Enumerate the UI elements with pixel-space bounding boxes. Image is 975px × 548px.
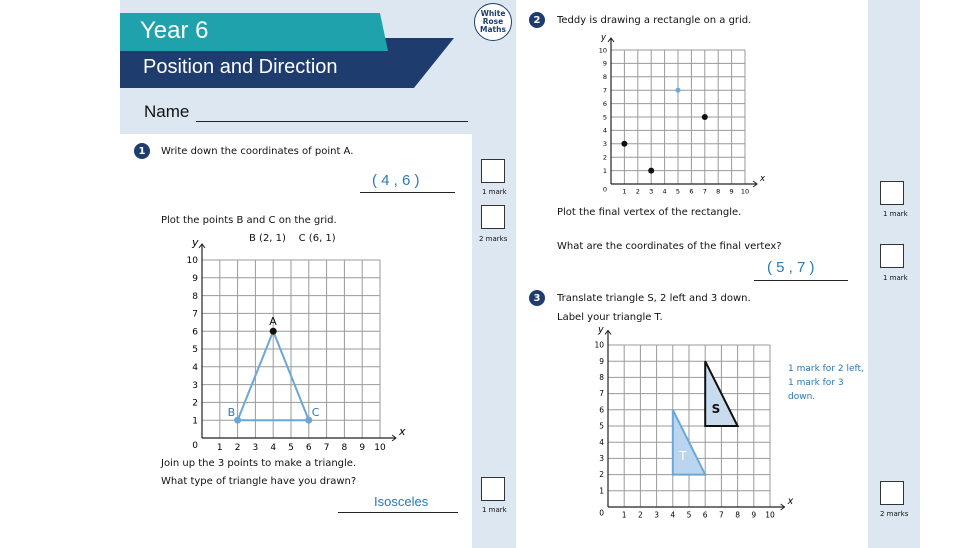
x-tick-label: 8 [735,510,740,520]
point-label-b: B [227,406,236,420]
y-tick-label: 7 [602,86,607,95]
y-tick-label: 2 [602,153,607,162]
origin-label: 0 [599,508,604,518]
question-2-number: 2 [529,12,545,28]
x-tick-label: 9 [359,443,366,453]
x-axis-label: x [760,174,766,184]
y-tick-label: 8 [192,291,198,302]
y-tick-label: 3 [192,380,198,391]
x-tick-label: 6 [689,187,694,196]
y-tick-label: 2 [192,398,198,409]
q2-coordinate-question: What are the coordinates of the final vertex? [557,241,782,252]
q1-answer: ( 4 , 6 ) [372,172,420,189]
x-tick-label: 8 [341,443,348,453]
point-label-c: C [311,406,320,420]
y-tick-label: 7 [192,309,198,320]
y-tick-label: 10 [186,256,198,267]
x-tick-label: 8 [716,187,721,196]
y-tick-label: 2 [599,470,604,480]
y-tick-label: 4 [192,362,198,373]
q2-mark-box-2 [880,244,904,268]
question-1-number: 1 [134,143,150,159]
q3-coordinate-grid [592,322,797,522]
x-tick-label: 3 [649,187,654,196]
x-tick-label: 6 [305,443,312,453]
q1-plot-mark-box [481,205,505,229]
x-tick-label: 2 [234,443,241,453]
white-rose-maths-logo: White Rose Maths [474,3,512,41]
x-tick-label: 3 [252,443,259,453]
y-tick-label: 8 [602,73,607,82]
triangle-t-label: T [679,449,687,464]
y-tick-label: 1 [602,166,607,175]
y-tick-label: 4 [599,437,604,447]
y-tick-label: 6 [599,405,604,415]
x-tick-label: 5 [686,510,692,520]
x-tick-label: 2 [635,187,640,196]
q2-plot-text: Plot the final vertex of the rectangle. [557,207,742,218]
year-title: Year 6 [140,17,209,44]
q1-join-text: Join up the 3 points to make a triangle. [161,458,357,469]
triangle-s-label: S [711,402,721,417]
y-tick-label: 3 [602,140,607,149]
x-tick-label: 5 [288,443,294,453]
q2-mark-label-1: 1 mark [883,210,908,218]
y-tick-label: 10 [598,46,607,55]
q3-mark-label: 2 marks [880,510,909,518]
y-tick-label: 1 [192,416,198,427]
q1-mark-box [481,159,505,183]
y-tick-label: 6 [602,99,607,108]
q1-coordinate-grid [180,235,406,456]
point-a [270,328,277,335]
q1-plot-text: Plot the points B and C on the grid. [161,215,337,226]
q2-answer: ( 5 , 7 ) [767,259,815,276]
q2-mark-box-1 [880,181,904,205]
y-tick-label: 7 [599,389,604,399]
x-tick-label: 1 [621,510,627,520]
x-tick-label: 1 [216,443,223,453]
q2-mark-label-2: 1 mark [883,274,908,282]
y-tick-label: 9 [602,59,607,68]
q3-label-instruction: Label your triangle T. [557,312,663,323]
y-tick-label: 4 [602,126,607,135]
y-tick-label: 8 [599,373,604,383]
q1-type-answer: Isosceles [374,494,429,509]
x-tick-label: 9 [751,510,757,520]
x-tick-label: 7 [323,443,330,453]
q1-type-mark-box [481,477,505,501]
y-tick-label: 5 [599,421,604,431]
x-tick-label: 3 [654,510,659,520]
rectangle-vertex-point [648,168,654,174]
x-tick-label: 1 [622,187,627,196]
q1-question-text: Write down the coordinates of point A. [161,146,354,157]
y-tick-label: 10 [594,340,604,350]
y-tick-label: 6 [192,327,198,338]
y-axis-label: y [601,32,607,43]
x-tick-label: 7 [719,510,724,520]
q3-marking-note: 1 mark for 2 left, 1 mark for 3 down. [788,364,864,402]
name-input-line[interactable] [196,121,468,122]
x-tick-label: 7 [702,187,707,196]
x-tick-label: 6 [702,510,708,520]
x-tick-label: 5 [675,187,681,196]
q2-coordinate-grid [592,32,766,198]
q1-plot-mark-label: 2 marks [479,235,508,243]
x-tick-label: 10 [740,187,750,196]
q2-answer-line[interactable] [754,280,848,281]
q1-type-question: What type of triangle have you drawn? [161,476,357,487]
y-tick-label: 3 [599,454,604,464]
q1-type-answer-line[interactable] [338,512,458,513]
y-tick-label: 9 [599,356,604,366]
y-axis-label: y [598,324,604,336]
q1-mark-label: 1 mark [482,188,507,196]
y-tick-label: 5 [602,113,607,122]
origin-label: 0 [192,441,198,451]
topic-title: Position and Direction [143,56,338,78]
q1-points-text: B (2, 1) C (6, 1) [249,233,336,244]
rectangle-vertex-point [621,141,627,147]
y-tick-label: 1 [599,486,604,496]
x-tick-label: 2 [638,510,643,520]
q2-question-text: Teddy is drawing a rectangle on a grid. [557,15,752,26]
question-3-number: 3 [529,290,545,306]
y-axis-label: y [192,235,199,249]
x-tick-label: 10 [765,510,775,520]
x-tick-label: 4 [662,187,667,196]
q1-answer-line[interactable] [360,192,455,193]
name-label: Name [144,102,190,121]
y-tick-label: 9 [192,273,198,284]
x-tick-label: 9 [729,187,734,196]
origin-label: 0 [602,185,607,194]
point-label-a: A [269,315,277,329]
q3-mark-box [880,481,904,505]
final-vertex-point [676,88,681,93]
q3-question-text: Translate triangle S, 2 left and 3 down. [557,293,751,304]
x-tick-label: 10 [374,443,386,453]
rectangle-vertex-point [702,114,708,120]
x-axis-label: x [399,425,406,438]
x-tick-label: 4 [670,510,676,520]
q1-type-mark-label: 1 mark [482,506,507,514]
y-tick-label: 5 [192,345,198,356]
x-tick-label: 4 [270,443,277,453]
x-axis-label: x [787,496,794,507]
